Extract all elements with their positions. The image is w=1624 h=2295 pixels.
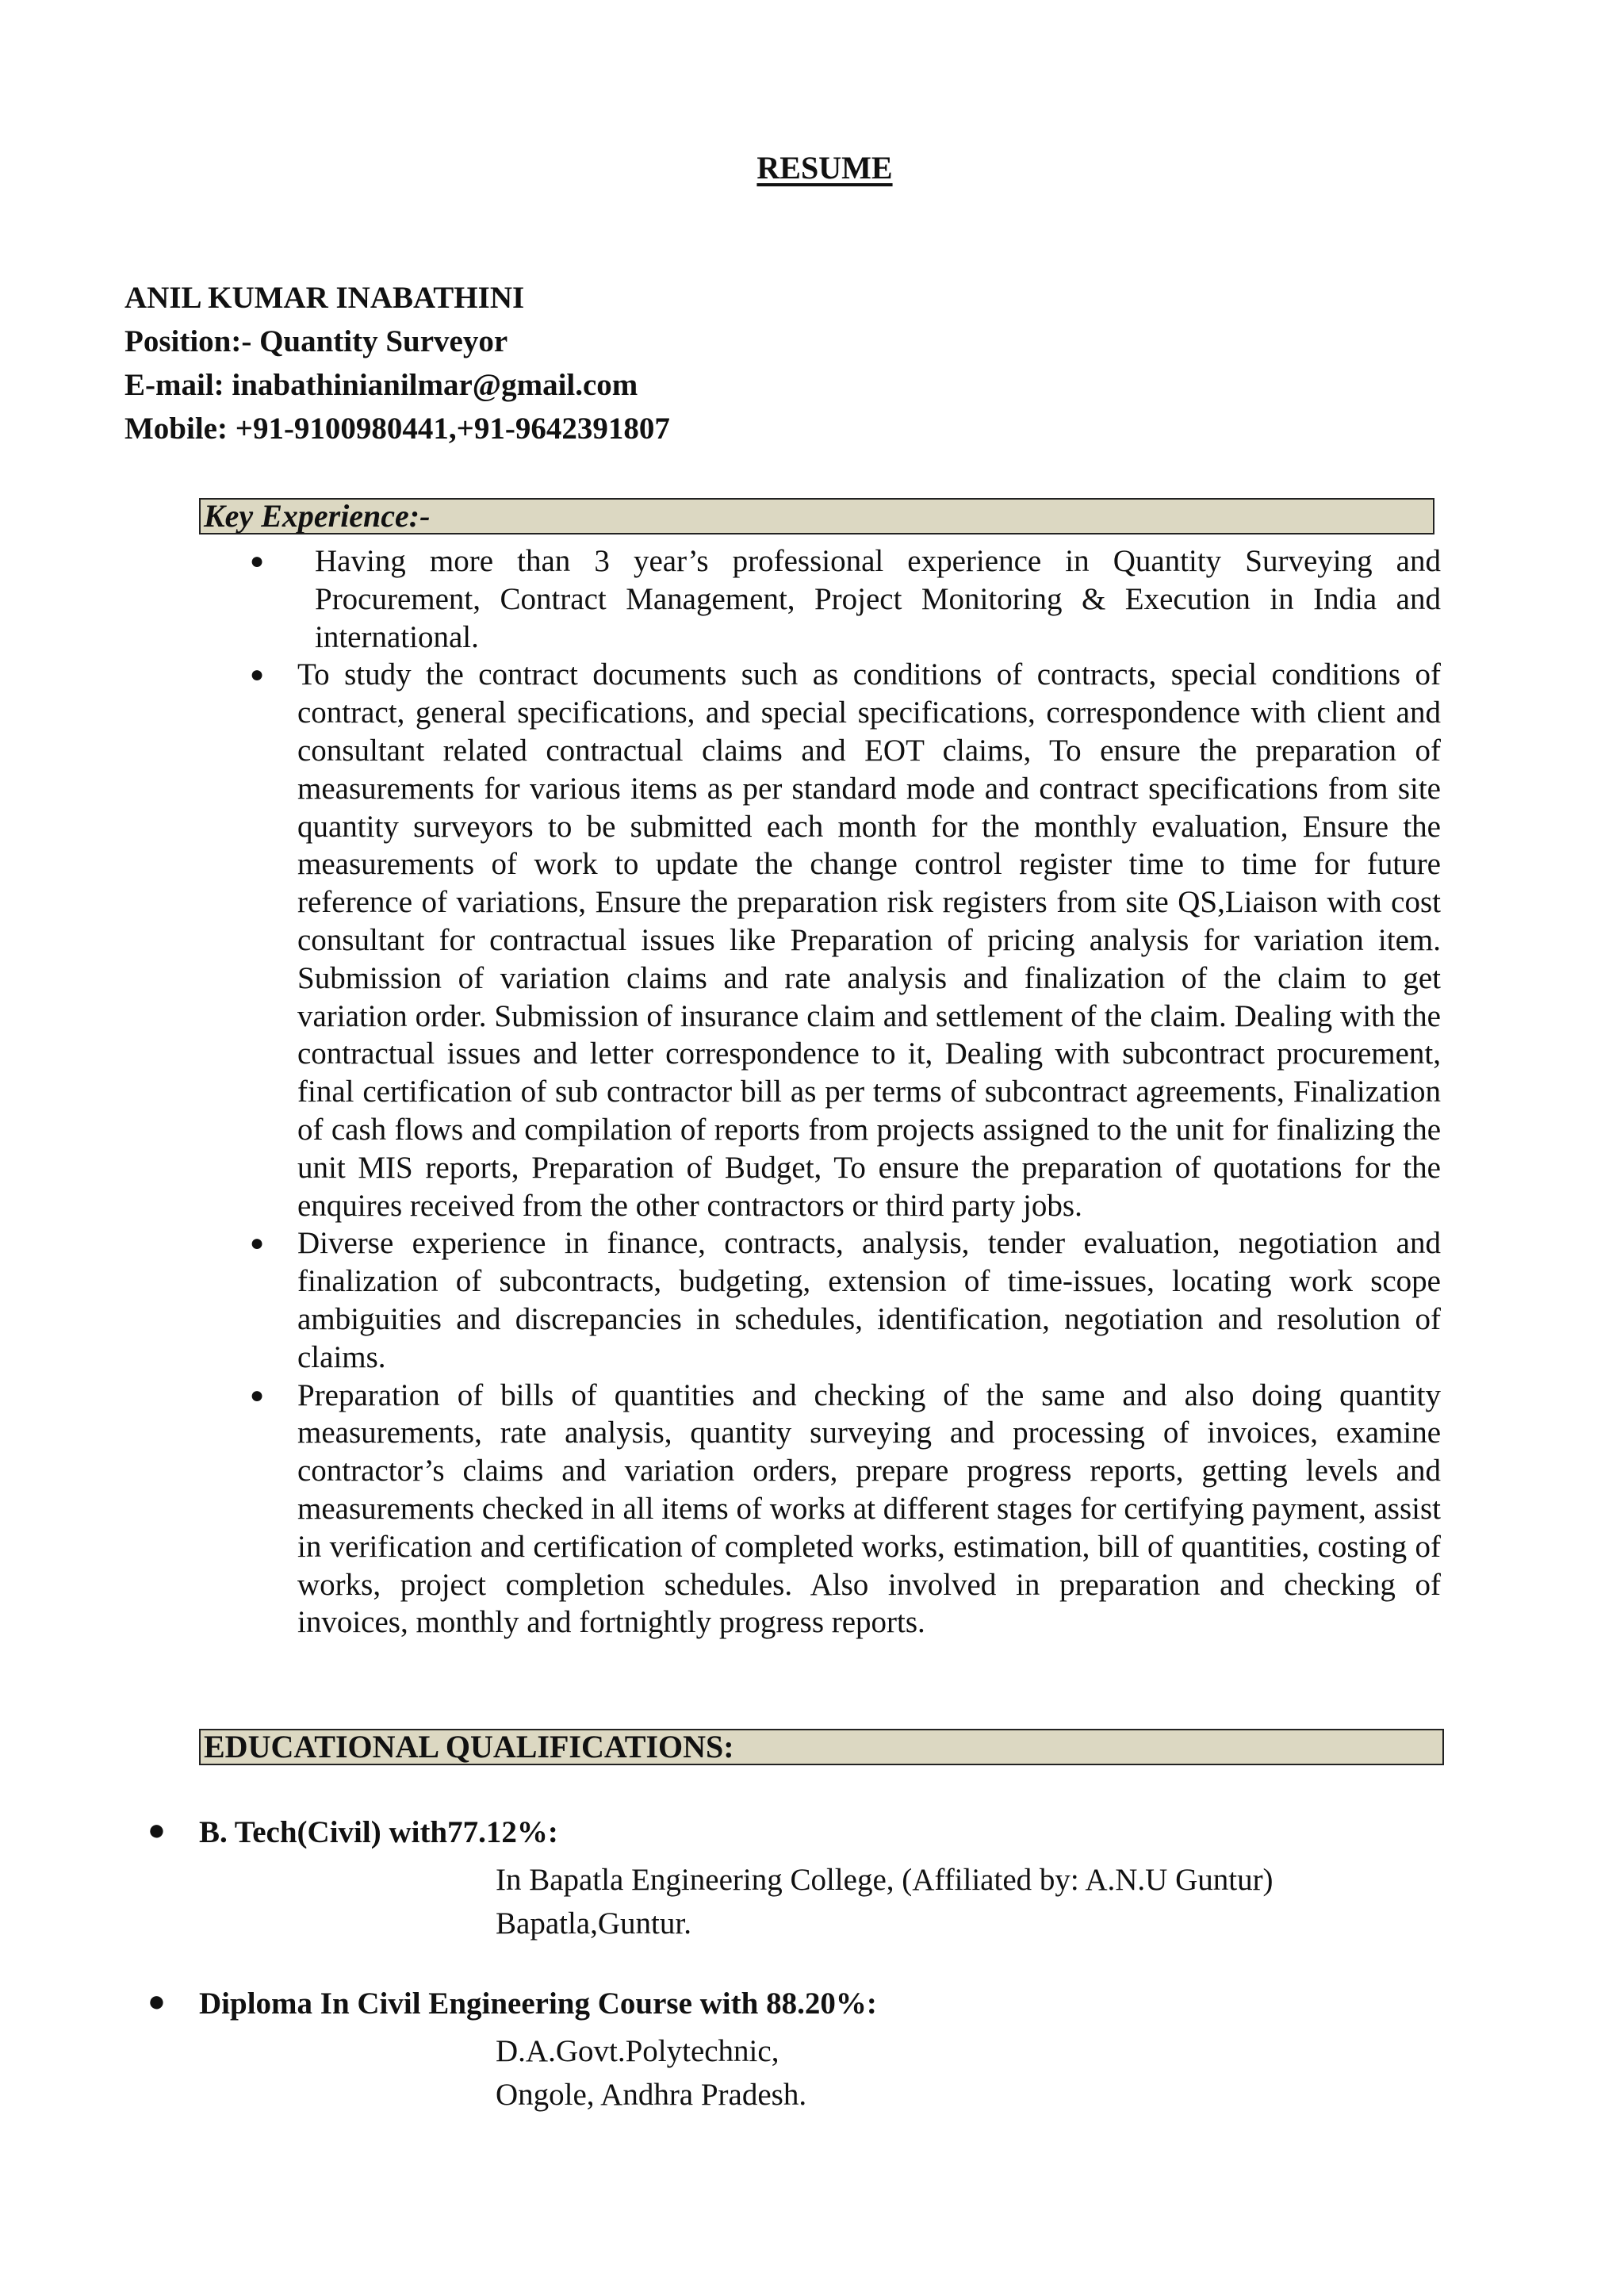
list-item: ● To study the contract documents such as conditions of contracts, special conditions of contract, general specifications, and special specifications, correspondence with client and consultant related contractual claims and EOT claims, To ensure the preparation of measurements for various items as per standard mode and contract specifications from site quantity surveyors to be submitted each month for the monthly evaluation, Ensure the measurements of work to update the change control register time to time for future reference of variations, Ensure the preparation risk registers from site QS,Liaison with cost consultant for contractual issues like Preparation of pricing analysis for variation item. Submission of variation claims and rate analysis and finalization of the claim to get variation order. Submission of insurance claim and settlement of the claim. Dealing with the contractual issues and letter correspondence to it, Dealing with subcontract procurement, final certification of sub contractor bill as per terms of subcontract agreements, Finalization of cash flows and compilation of reports from projects assigned to the unit for finalizing the unit MIS reports, Preparation of Budget, To ensure the preparation of quotations for the enquires received from the other contractors or third party jobs. (250, 657, 1441, 1223)
location-line: Ongole, Andhra Pradesh. (496, 2078, 807, 2112)
email-line: E-mail: inabathinianilmar@gmail.com (124, 368, 638, 402)
education-item-diploma (147, 1985, 877, 2112)
mobile-line: Mobile: +91-9100980441,+91-9642391807 (124, 412, 670, 446)
bullet-icon: ● (250, 1381, 265, 1408)
education-item-btech (147, 1814, 1274, 1941)
list-item: ● Preparation of bills of quantities and checking of the same and also doing quantity measurements, rate analysis, quantity surveying and processing of invoices, examine contractor’s claims and variation orders, prepare progress reports, getting levels and measurements checked in all items of works at different stages for certifying payment, assist in verification and certification of completed works, estimation, bill of quantities, costing of works, project completion schedules. Also involved in preparation and checking of invoices, monthly and fortnightly progress reports. (250, 1377, 1441, 1640)
position-line: Position:- Quantity Surveyor (124, 324, 508, 358)
list-item: ● Having more than 3 year’s professional experience in Quantity Surveying and Procurement, Contract Management, Project Monitoring & Execution in India and international. (250, 544, 1441, 654)
candidate-name: ANIL KUMAR INABATHINI (124, 281, 525, 315)
list-item: ● Diverse experience in finance, contracts, analysis, tender evaluation, negotiation and finalization of subcontracts, budgeting, extension of time-issues, locating work scope ambiguities and discrepancies in schedules, identification, negotiation and resolution of claims. (250, 1226, 1441, 1374)
education-heading: EDUCATIONAL QUALIFICATIONS: (199, 1729, 1444, 1765)
location-line: Bapatla,Guntur. (496, 1906, 691, 1941)
document-title: RESUME (756, 150, 893, 186)
experience-list (250, 542, 1441, 1642)
degree-title: Diploma In Civil Engineering Course with 88.20%: (199, 1987, 877, 2021)
key-experience-heading: Key Experience:- (199, 498, 1434, 534)
institution-line: In Bapatla Engineering College, (Affiliated by: A.N.U Guntur) (496, 1863, 1274, 1897)
bullet-icon: ● (250, 661, 265, 688)
bullet-icon: ● (147, 1814, 166, 1847)
institution-line: D.A.Govt.Polytechnic, (496, 2034, 779, 2068)
bullet-icon: ● (250, 1230, 265, 1257)
contact-block (124, 276, 670, 450)
bullet-icon: ● (147, 1985, 166, 2018)
degree-title: B. Tech(Civil) with77.12%: (199, 1815, 558, 1849)
bullet-icon: ● (250, 548, 265, 574)
